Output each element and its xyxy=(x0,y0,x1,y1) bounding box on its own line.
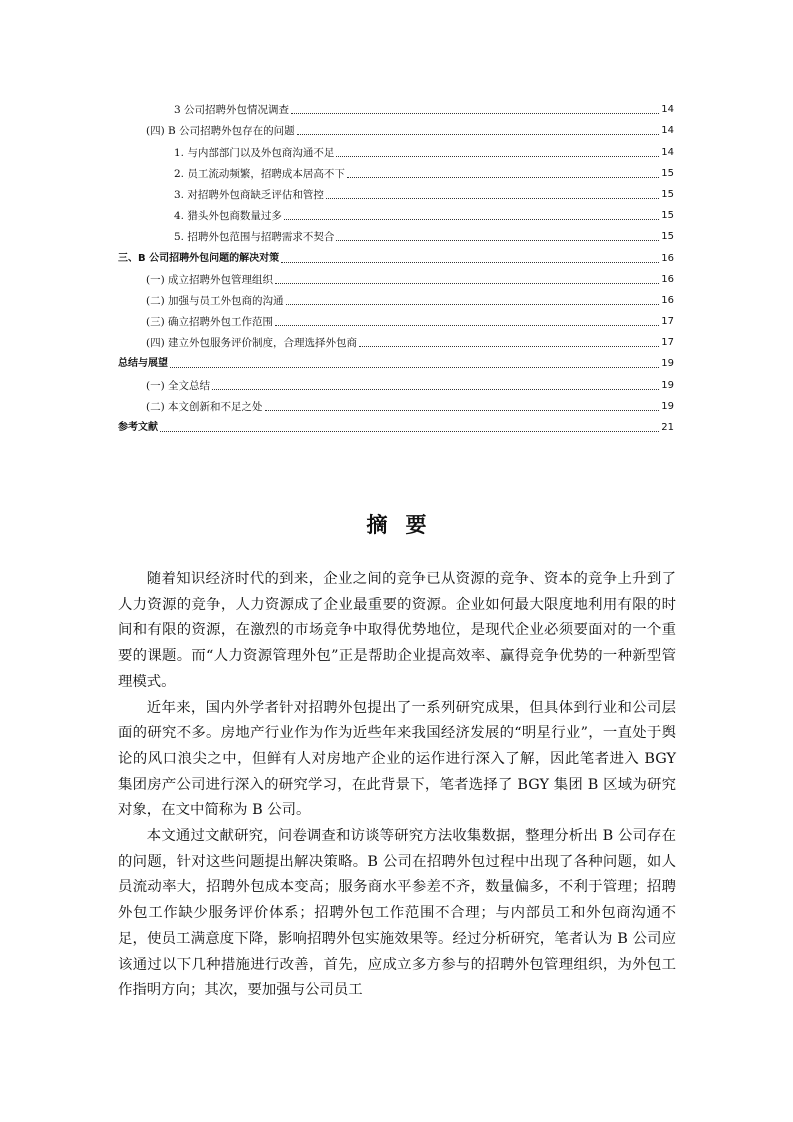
toc-entry[interactable] xyxy=(118,96,674,117)
toc-leader-dots xyxy=(336,155,659,157)
toc-leader-dots xyxy=(170,366,659,368)
toc-leader-dots xyxy=(359,345,659,347)
toc-entry-label: 1. 与内部部门以及外包商沟通不足 xyxy=(174,146,335,159)
toc-entry[interactable] xyxy=(118,371,674,392)
toc-entry[interactable] xyxy=(118,329,674,350)
toc-entry-label: (一) 成立招聘外包管理组织 xyxy=(146,273,274,286)
toc-entry-page: 16 xyxy=(661,273,674,285)
toc-entry-page: 15 xyxy=(661,231,674,243)
toc-entry[interactable] xyxy=(118,393,674,414)
toc-entry[interactable] xyxy=(118,266,674,287)
toc-leader-dots xyxy=(265,409,660,411)
toc-leader-dots xyxy=(275,324,659,326)
toc-entry-page: 15 xyxy=(661,188,674,200)
toc-entry-label: 总结与展望 xyxy=(118,358,168,370)
toc-entry-page: 15 xyxy=(661,167,674,179)
toc-entry-page: 19 xyxy=(661,358,674,370)
toc-entry[interactable] xyxy=(118,138,674,159)
toc-entry-page: 17 xyxy=(661,316,674,328)
toc-entry[interactable] xyxy=(118,287,674,308)
toc-leader-dots xyxy=(275,282,659,284)
toc-leader-dots xyxy=(291,112,659,114)
toc-entry[interactable] xyxy=(118,308,674,329)
toc-entry[interactable] xyxy=(118,223,674,244)
toc-leader-dots xyxy=(326,197,659,199)
toc-leader-dots xyxy=(286,303,660,305)
toc-entry[interactable] xyxy=(118,202,674,223)
toc-entry-label: 三、B 公司招聘外包问题的解决对策 xyxy=(118,252,280,264)
toc-entry-label: 3. 对招聘外包商缺乏评估和管控 xyxy=(174,188,324,201)
toc-entry-label: 5. 招聘外包范围与招聘需求不契合 xyxy=(174,231,335,244)
toc-entry[interactable] xyxy=(118,117,674,138)
abstract-paragraph: 近年来，国内外学者针对招聘外包提出了一系列研究成果，但具体到行业和公司层面的研究不多。房地产行业作为作为近些年来我国经济发展的“明星行业”，一直处于舆论的风口浪尖之中，但鲜有人对房地产企业的运作进行深入了解，因此笔者进入 BGY 集团房产公司进行深入的研究学习，在此背景下，笔者选择了 BGY 集团 B 区域为研究对象，在文中简称为 B 公司。 xyxy=(118,699,676,819)
toc-entry[interactable] xyxy=(118,160,674,181)
toc-entry-page: 14 xyxy=(661,104,674,116)
toc-entry[interactable] xyxy=(118,181,674,202)
toc-leader-dots xyxy=(212,388,659,390)
toc-entry[interactable] xyxy=(118,244,674,265)
toc-entry-page: 21 xyxy=(661,422,674,433)
toc-entry-label: 3 公司招聘外包情况调查 xyxy=(174,104,290,117)
toc-entry-label: 2. 员工流动频繁，招聘成本居高不下 xyxy=(174,167,345,180)
toc-entry-page: 14 xyxy=(661,146,674,158)
toc-entry-page: 14 xyxy=(661,125,674,137)
toc-leader-dots xyxy=(336,239,659,241)
toc-entry-label: (四) B 公司招聘外包存在的问题 xyxy=(146,125,295,138)
toc-leader-dots xyxy=(347,176,659,178)
toc-entry-label: (二) 加强与员工外包商的沟通 xyxy=(146,294,284,307)
abstract-title: 摘要 xyxy=(366,512,445,537)
toc-entry-label: (一) 全文总结 xyxy=(146,379,211,392)
toc-entry[interactable] xyxy=(118,350,674,371)
toc-entry-label: 参考文献 xyxy=(118,422,158,433)
toc-entry-page: 16 xyxy=(661,294,674,306)
abstract-paragraph: 本文通过文献研究，问卷调查和访谈等研究方法收集数据，整理分析出 B 公司存在的问题，针对这些问题提出解决策略。B 公司在招聘外包过程中出现了各种问题，如人员流动率大，招聘外包成本变高；服务商水平参差不齐，数量偏多，不利于管理；招聘外包工作缺少服务评价体系；招聘外包工作范围不合理；与内部员工和外包商沟通不足，使员工满意度下降，影响招聘外包实施效果等。经过分析研究，笔者认为 B 公司应该通过以下几种措施进行改善，首先，应成立多方参与的招聘外包管理组织，为外包工作指明方向；其次，要加强与公司员工 xyxy=(118,828,676,999)
toc-entry-label: (三) 确立招聘外包工作范围 xyxy=(146,316,274,329)
toc-leader-dots xyxy=(284,218,659,220)
toc-entry-page: 15 xyxy=(661,210,674,222)
toc-leader-dots xyxy=(281,261,659,263)
toc-entry-page: 19 xyxy=(661,379,674,391)
abstract-body xyxy=(118,567,676,1004)
toc-entry-label: (四) 建立外包服务评价制度，合理选择外包商 xyxy=(146,337,358,350)
table-of-contents xyxy=(118,96,674,435)
toc-entry-page: 16 xyxy=(661,252,674,264)
toc-leader-dots xyxy=(297,133,660,135)
toc-leader-dots xyxy=(160,430,659,432)
toc-entry-page: 19 xyxy=(661,400,674,412)
abstract-paragraph: 随着知识经济时代的到来，企业之间的竞争已从资源的竞争、资本的竞争上升到了人力资源的竞争，人力资源成了企业最重要的资源。企业如何最大限度地利用有限的时间和有限的资源，在激烈的市场竞争中取得优势地位，是现代企业必须要面对的一个重要的课题。而“人力资源管理外包”正是帮助企业提高效率、赢得竞争优势的一种新型管理模式。 xyxy=(118,571,676,690)
toc-entry[interactable] xyxy=(118,414,674,435)
toc-entry-page: 17 xyxy=(661,337,674,349)
toc-entry-label: (二) 本文创新和不足之处 xyxy=(146,400,263,413)
toc-entry-label: 4. 猎头外包商数量过多 xyxy=(174,210,282,223)
